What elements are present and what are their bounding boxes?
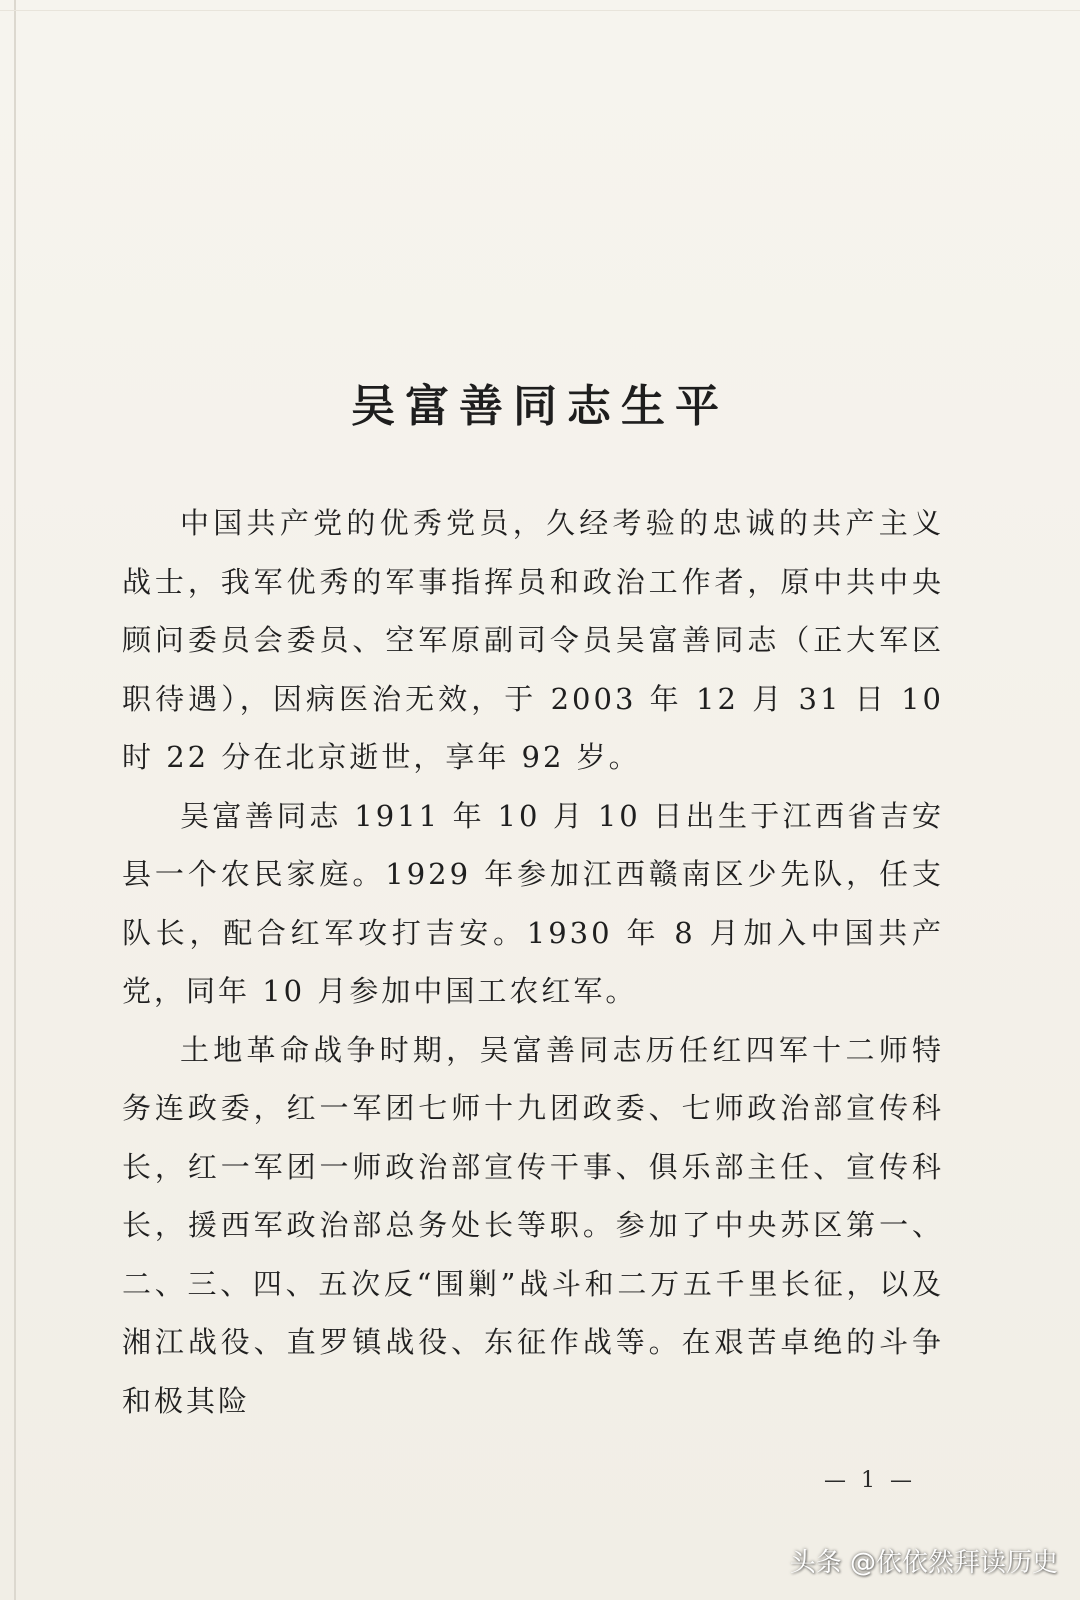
document-title: 吴富善同志生平 [351, 381, 729, 432]
paragraph-intro: 中国共产党的优秀党员，久经考验的忠诚的共产主义战士，我军优秀的军事指挥员和政治工作者，原中共中央顾问委员会委员、空军原副司令员吴富善同志（正大军区职待遇），因病医治无效，于 2003 年 12 月 31 日 10 时 22 分在北京逝世，享年 92 岁。 [122, 506, 944, 774]
page-top-edge [0, 10, 1080, 11]
page-number: — 1 — [824, 1468, 916, 1493]
paragraph-land-revolution: 土地革命战争时期，吴富善同志历任红四军十二师特务连政委，红一军团七师十九团政委、七师政治部宣传科长，红一军团一师政治部宣传干事、俱乐部主任、宣传科长，援西军政治部总务处长等职。参加了中央苏区第一、二、三、四、五次反“围剿”战斗和二万五千里长征，以及湘江战役、直罗镇战役、东征作战等。在艰苦卓绝的斗争和极其险 [122, 1032, 944, 1418]
page-binding-edge [14, 0, 16, 1600]
paragraph-early-life: 吴富善同志 1911 年 10 月 10 日出生于江西省吉安县一个农民家庭。1929 年参加江西赣南区少先队，任支队长，配合红军攻打吉安。1930 年 8 月加入中国共产党，同年 10 月参加中国工农红军。 [122, 798, 944, 1008]
source-watermark: 头条 @依依然拜读历史 [789, 1548, 1058, 1578]
document-body [122, 494, 944, 1430]
